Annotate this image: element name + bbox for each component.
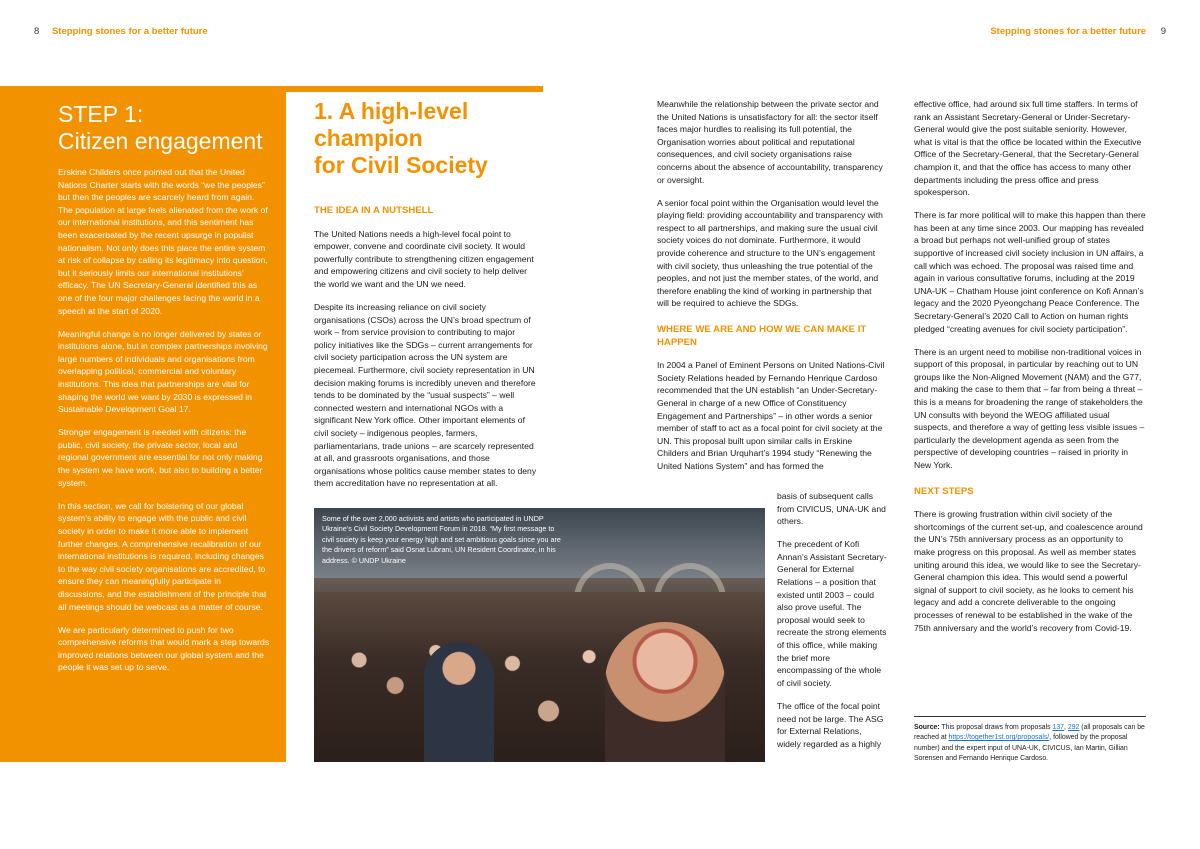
proposals-url-link[interactable]: https://together1st.org/proposals/ <box>948 734 1050 742</box>
proposal-link-137[interactable]: 137 <box>1052 724 1065 731</box>
step-number: STEP 1: <box>58 101 144 127</box>
right-page-number: 9 <box>1160 26 1166 37</box>
article-column-2-narrow <box>777 490 887 761</box>
article-title-line: for Civil Society <box>314 152 488 178</box>
article-title <box>314 98 538 179</box>
body-paragraph: effective office, had around six full time staffers. In terms of rank an Assistant Secretary-General or Under-Secretary-General would give the post suitable seniority. However, what is vital is that the office be located within the Executive Office of the Secretary-General, that the Secretary-General champion it, and that the office has access to many other departments including the press office and press spokesperson. <box>914 99 1142 198</box>
source-label: Source: <box>914 724 940 731</box>
article-column-3 <box>914 98 1146 645</box>
left-page-number: 8 <box>34 26 40 37</box>
left-page-header <box>34 26 208 37</box>
intro-paragraph: In this section, we call for bolstering of our global system’s ability to engage with the public and civil society in order to make it more able to implement further changes. A comprehensive recalibration of our international institutions is required, including changes to the way civil society organisations are accredited, to ensure they can meaningfully participate in discussions, and the establishment of the principle that all meetings should be webcast as a matter of course. <box>58 500 267 612</box>
where-heading: WHERE WE ARE AND HOW WE CAN MAKE IT HAPPEN <box>657 324 867 348</box>
photo-caption: Some of the over 2,000 activists and artists who participated in UNDP Ukraine’s Civil Society Development Forum in 2018. “My first message to civil society is keep your energy high and set ambitious goals since you are the drivers of reform” said Osnat Lubrani, UN Resident Coordinator, in his address. © UNDP Ukraine <box>322 514 561 565</box>
body-paragraph: basis of subsequent calls from CIVICUS, UNA-UK and others. <box>777 491 886 527</box>
step-intro-text <box>58 166 270 684</box>
right-running-title: Stepping stones for a better future <box>990 26 1147 37</box>
body-paragraph: There is far more political will to make this happen than there has been at any time since 2003. Our mapping has revealed a broad but perhaps not well-unified group of states supportive of increased civil society inclusion in UN affairs, a call which was echoed. The proposal was raised time and again in various consultative forums, including at the 2019 UNA-UK – Chatham House joint conference on Kofi Annan’s legacy and the 2020 Pyeongchang Peace Conference. The Secretary-General’s 2020 Call to Action on human rights pledged “creating avenues for civil society participation”. <box>914 210 1146 334</box>
source-note <box>914 716 1146 765</box>
intro-paragraph: Erskine Childers once pointed out that the United Nations Charter starts with the words “we the peoples” but then the peoples are scarcely heard from again. The population at large feels alienated from the work of our international institutions, and this sentiment has been exacerbated by the recent upsurge in populist nationalism. Not only does this place the entire system at risk of collapse by calling its legitimacy into question, but it seriously limits our international institutions’ efficacy. The UN Secretary-General identified this as one of the four major challenges facing the world in a speech at the start of 2020. <box>58 167 268 316</box>
left-running-title: Stepping stones for a better future <box>51 26 208 37</box>
intro-paragraph: We are particularly determined to push for two comprehensive reforms that would mark a step towards improved relations between our global system and the people it was set up to serve. <box>58 624 270 673</box>
body-paragraph: The United Nations needs a high-level focal point to empower, convene and coordinate civil society. It would powerfully contribute to strengthening citizen engagement and empowering citizens and civil society to help deliver the world we want and the UN we need. <box>314 228 534 289</box>
photo-person <box>424 642 494 762</box>
article-title-line: 1. A high-level champion <box>314 98 469 151</box>
nutshell-heading: THE IDEA IN A NUTSHELL <box>314 205 434 216</box>
right-page-header <box>990 26 1166 37</box>
body-paragraph: Meanwhile the relationship between the private sector and the United Nations is unsatisfactory for all: the sector itself faces major hurdles to realising its full potential, the Organisation worries about political and reputational consequences, and civil society organisations raise concerns about the absence of accountability, transparency or oversight. <box>657 99 883 185</box>
next-steps-heading: NEXT STEPS <box>914 485 974 497</box>
body-paragraph: In 2004 a Panel of Eminent Persons on United Nations-Civil Society Relations headed by Fernando Henrique Cardoso recommended that the UN establish “an Under-Secretary-General in charge of a new Office of Constituency Engagement and Partnerships” – in other words a senior member of staff to act as a focal point for civil society at the UN. This proposal built upon similar calls in Erskine Childers and Brian Urquhart’s 1994 study “Renewing the United Nations System” and has formed the <box>657 360 885 471</box>
source-text: (all proposals can be reached at <box>914 724 1145 742</box>
photo-person <box>605 622 725 762</box>
intro-paragraph: Meaningful change is no longer delivered by states or institutions alone, but in complex partnerships involving large numbers of individuals and organisations from overlapping political, commercial and voluntary institutions. This idea that partnerships are vital for shaping the world we want by 2030 is expressed in Sustainable Development Goal 17. <box>58 328 268 415</box>
source-text: , followed by the proposal number) and the expert input of UNA-UK, CIVICUS, Ian Martin, Gillian Sorensen and Fernando Henrique Cardoso. <box>914 734 1128 763</box>
body-paragraph: There is an urgent need to mobilise non-traditional voices in support of this proposal, in particular by reaching out to UN groups like the Non-Aligned Movement (NAM) and the G77, and making the case to them that – far from being a threat – this is a means for broadening the range of stakeholders the UN consults with beyond the WEOG affiliated usual suspects, and therefore a way of getting less visible issues – particularly the development agenda as seen from the perspective of developing countries – raised in priority in New York. <box>914 346 1145 471</box>
body-paragraph: The office of the focal point need not be large. The ASG for External Relations, widely regarded as a highly <box>777 700 884 749</box>
proposal-link-292[interactable]: 292 <box>1067 724 1080 731</box>
forum-photo <box>314 508 765 762</box>
step-name: Citizen engagement <box>58 128 263 154</box>
step-title <box>58 101 278 155</box>
body-paragraph: Despite its increasing reliance on civil society organisations (CSOs) across the UN’s broad spectrum of work – from service provision to contributing to major policy initiatives like the SDGs – current arrangements for civil society participation across the UN system are piecemeal. Furthermore, civil society representation in UN decision making forums is incredibly uneven and therefore tends to be dominated by the “usual suspects” – well connected western and international NGOs with a significant New York office. Other important elements of civil society – indigenous peoples, farmers, parliamentarians, trade unions – are scarcely represented at all, and grassroots organisations, and those organisations whose politics cause member states to deny them accreditation have no representation at all. <box>314 302 537 489</box>
article-column-2 <box>657 98 885 483</box>
article-column-1 <box>314 98 538 500</box>
intro-paragraph: Stronger engagement is needed with citizens: the public, civil society, the private sector, local and regional government are essential for not only making the system we have work, but also to building a better system. <box>58 427 263 488</box>
body-paragraph: A senior focal point within the Organisation would level the playing field: providing accountability and transparency with respect to all partnerships, and making sure the usual civil society voices do not dominate. Furthermore, it would provide coherence and structure to the UN’s engagement with civil society, thus unleashing the true potential of the peoples, and not just the member states, of the world, and therefore enabling the kind of working in partnership that will be required to achieve the SDGs. <box>657 197 883 309</box>
source-separator: , <box>1064 724 1068 731</box>
body-paragraph: The precedent of Kofi Annan’s Assistant Secretary-General for External Relations – a position that existed until 2003 – could also prove useful. The proposal would seek to recreate the strong elements of this office, while making the brief more encompassing of the whole of civil society. <box>777 539 887 688</box>
body-paragraph: There is growing frustration within civil society of the shortcomings of the current set-up, and coalescence around the UN’s 75th anniversary process as an opportunity to make progress on this proposal. As well as member states uniting around this idea, we would like to see the Secretary-General champion this idea. This would send a powerful signal of support to civil society, as he looks to cement his legacy and add a concrete deliverable to the ongoing processes of renewal to be established in the wake of the 75th anniversary and the world’s recovery from Covid-19. <box>914 509 1143 633</box>
source-text: This proposal draws from proposals <box>939 724 1053 731</box>
